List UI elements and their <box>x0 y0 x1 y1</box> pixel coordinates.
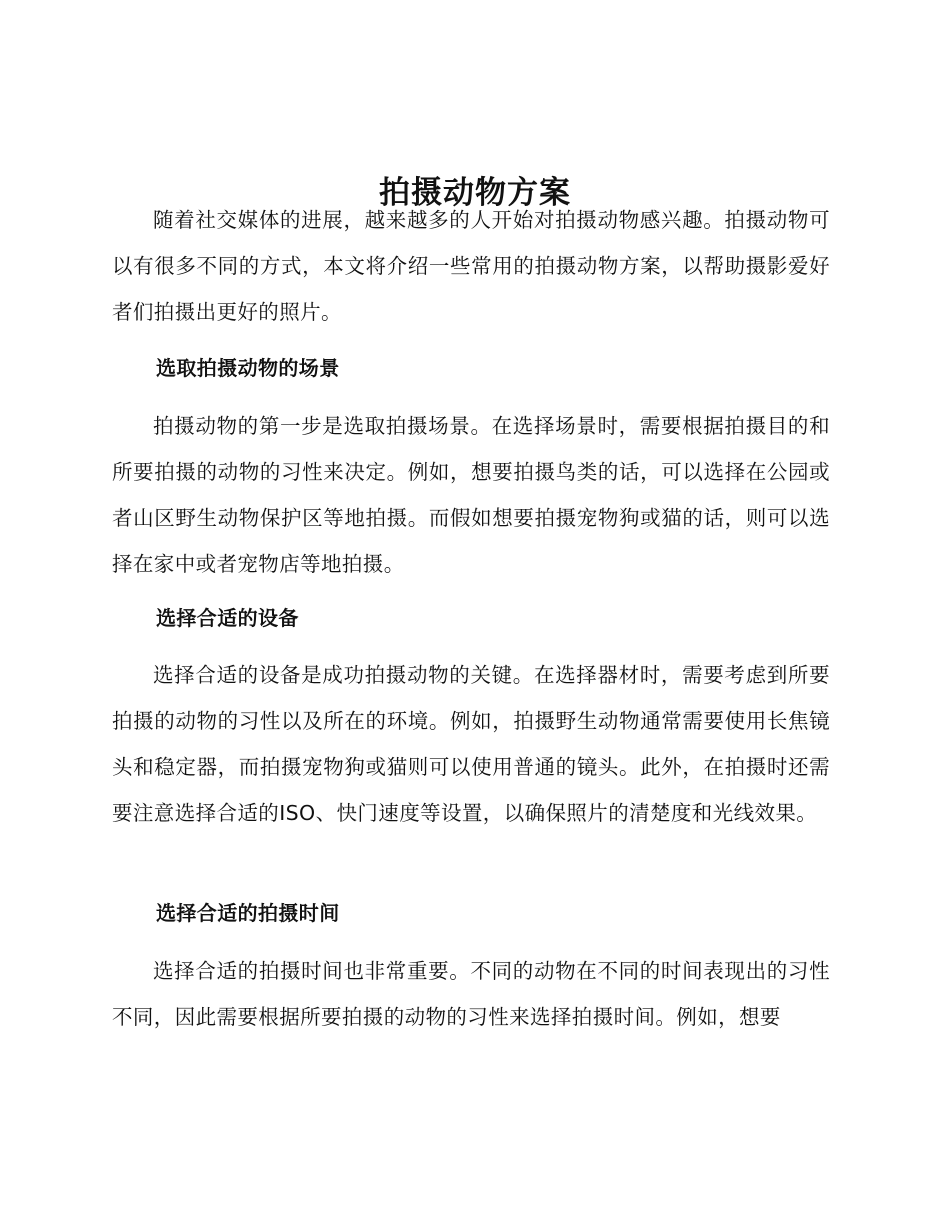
section-heading-equipment: 选择合适的设备 <box>156 606 299 630</box>
section-heading-scene: 选取拍摄动物的场景 <box>156 356 340 380</box>
section-heading-time: 选择合适的拍摄时间 <box>156 901 340 925</box>
section-body-time: 选择合适的拍摄时间也非常重要。不同的动物在不同的时间表现出的习性不同，因此需要根据所要拍摄的动物的习性来选择拍摄时间。例如，想要 <box>112 959 830 1029</box>
section-body-equipment: 选择合适的设备是成功拍摄动物的关键。在选择器材时，需要考虑到所要拍摄的动物的习性以及所在的环境。例如，拍摄野生动物通常需要使用长焦镜头和稳定器，而拍摄宠物狗或猫则可以使用普通的镜头。此外，在拍摄时还需要注意选择合适的ISO、快门速度等设置，以确保照片的清楚度和光线效果。 <box>112 663 830 825</box>
document-title: 拍摄动物方案 <box>379 174 571 211</box>
section-body-scene: 拍摄动物的第一步是选取拍摄场景。在选择场景时，需要根据拍摄目的和所要拍摄的动物的习性来决定。例如，想要拍摄鸟类的话，可以选择在公园或者山区野生动物保护区等地拍摄。而假如想要拍摄宠物狗或猫的话，则可以选择在家中或者宠物店等地拍摄。 <box>112 414 830 576</box>
intro-paragraph: 随着社交媒体的进展，越来越多的人开始对拍摄动物感兴趣。拍摄动物可以有很多不同的方式，本文将介绍一些常用的拍摄动物方案，以帮助摄影爱好者们拍摄出更好的照片。 <box>112 208 830 324</box>
